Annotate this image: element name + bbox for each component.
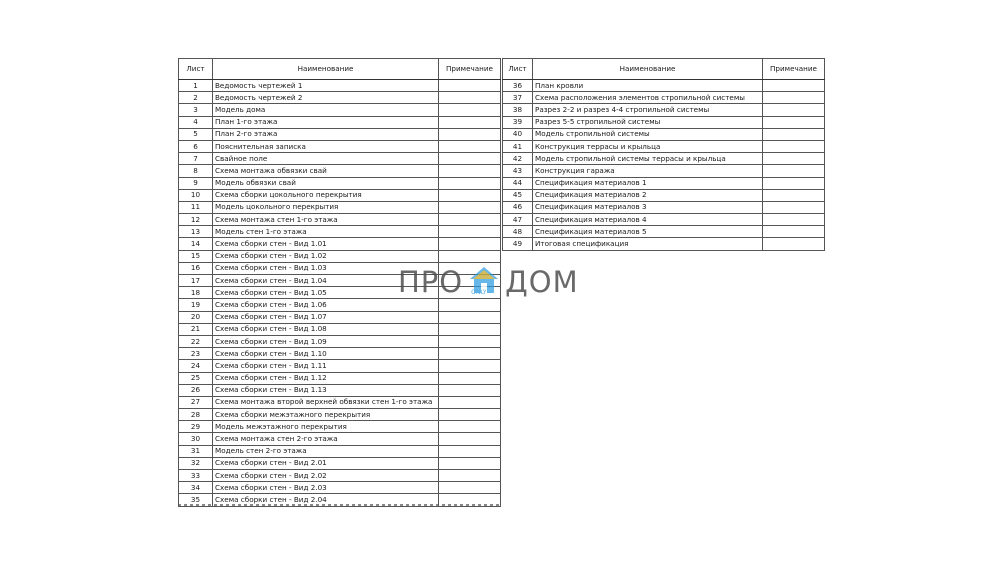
- sheet-number: 15: [179, 250, 213, 262]
- table-row: [179, 238, 501, 250]
- sheet-number: 2: [179, 92, 213, 104]
- sheet-number: 26: [179, 384, 213, 396]
- sheet-name: Пояснительная записка: [213, 140, 439, 152]
- sheet-number: 19: [179, 299, 213, 311]
- sheet-number: 4: [179, 116, 213, 128]
- table-row: [179, 116, 501, 128]
- table-row: [179, 384, 501, 396]
- table-row: [179, 457, 501, 469]
- sheet-number: 8: [179, 165, 213, 177]
- sheet-name: Схема монтажа обвязки свай: [213, 165, 439, 177]
- sheet-name: Модель дома: [213, 104, 439, 116]
- sheet-name: Конструкция гаража: [533, 165, 763, 177]
- table-row: [503, 128, 825, 140]
- sheet-note: [763, 92, 825, 104]
- cut-off-row-edge: [178, 504, 500, 507]
- sheet-name: Схема сборки стен - Вид 1.03: [213, 262, 439, 274]
- table-row: [503, 201, 825, 213]
- sheet-number: 3: [179, 104, 213, 116]
- sheet-note: [439, 177, 501, 189]
- sheet-number: 18: [179, 287, 213, 299]
- table-row: [179, 445, 501, 457]
- sheet-name: Схема расположения элементов стропильной системы: [533, 92, 763, 104]
- sheet-name: Модель стропильной системы: [533, 128, 763, 140]
- table-row: [179, 396, 501, 408]
- table-row: [503, 153, 825, 165]
- sheet-note: [763, 226, 825, 238]
- drawing-list-table-right: [502, 58, 825, 251]
- sheet-name: Схема сборки стен - Вид 1.06: [213, 299, 439, 311]
- table-row: [179, 140, 501, 152]
- sheet-number: 16: [179, 262, 213, 274]
- sheet-number: 48: [503, 226, 533, 238]
- sheet-note: [439, 311, 501, 323]
- sheet-name: Спецификация материалов 1: [533, 177, 763, 189]
- table-row: [179, 153, 501, 165]
- sheet-number: 39: [503, 116, 533, 128]
- sheet-note: [439, 201, 501, 213]
- sheet-note: [439, 409, 501, 421]
- table-row: [179, 226, 501, 238]
- sheet-note: [439, 360, 501, 372]
- sheet-note: [439, 250, 501, 262]
- sheet-number: 23: [179, 348, 213, 360]
- sheet-name: Схема сборки цокольного перекрытия: [213, 189, 439, 201]
- watermark-text-left: ПРО: [398, 265, 464, 299]
- sheet-name: Свайное поле: [213, 153, 439, 165]
- table-row: [179, 201, 501, 213]
- sheet-name: Модель стен 1-го этажа: [213, 226, 439, 238]
- sheet-number: 24: [179, 360, 213, 372]
- sheet-name: Схема сборки стен - Вид 2.04: [213, 494, 439, 506]
- table-row: [179, 348, 501, 360]
- sheet-name: Разрез 5-5 стропильной системы: [533, 116, 763, 128]
- sheet-number: 41: [503, 140, 533, 152]
- header-sheet: Лист: [179, 59, 213, 80]
- sheet-name: Спецификация материалов 5: [533, 226, 763, 238]
- sheet-note: [439, 384, 501, 396]
- house-icon: [469, 265, 499, 299]
- sheet-name: Схема сборки стен - Вид 1.02: [213, 250, 439, 262]
- table-row: [179, 421, 501, 433]
- watermark-logo: [398, 262, 603, 302]
- watermark-sub-text: ONLY: [471, 289, 487, 296]
- sheet-number: 11: [179, 201, 213, 213]
- sheet-name: Спецификация материалов 3: [533, 201, 763, 213]
- sheet-name: Схема сборки стен - Вид 1.07: [213, 311, 439, 323]
- sheet-name: Ведомость чертежей 1: [213, 80, 439, 92]
- sheet-name: Схема сборки стен - Вид 2.02: [213, 470, 439, 482]
- sheet-name: Схема сборки стен - Вид 1.11: [213, 360, 439, 372]
- table-row: [503, 189, 825, 201]
- sheet-name: План 2-го этажа: [213, 128, 439, 140]
- sheet-number: 22: [179, 335, 213, 347]
- sheet-number: 13: [179, 226, 213, 238]
- table-row: [179, 80, 501, 92]
- table-row: [503, 238, 825, 250]
- sheet-note: [439, 372, 501, 384]
- sheet-number: 21: [179, 323, 213, 335]
- sheet-note: [763, 189, 825, 201]
- sheet-note: [439, 238, 501, 250]
- table-row: [503, 92, 825, 104]
- table-row: [179, 250, 501, 262]
- sheet-name: Итоговая спецификация: [533, 238, 763, 250]
- table-row: [503, 116, 825, 128]
- sheet-note: [763, 214, 825, 226]
- sheet-note: [439, 92, 501, 104]
- sheet-note: [439, 421, 501, 433]
- sheet-note: [763, 140, 825, 152]
- sheet-number: 1: [179, 80, 213, 92]
- table-body-right: [503, 80, 825, 251]
- sheet-number: 40: [503, 128, 533, 140]
- sheet-name: Схема монтажа второй верхней обвязки стен 1-го этажа: [213, 396, 439, 408]
- table-row: [179, 335, 501, 347]
- table-row: [179, 470, 501, 482]
- table-row: [179, 128, 501, 140]
- sheet-number: 5: [179, 128, 213, 140]
- sheet-number: 7: [179, 153, 213, 165]
- sheet-note: [763, 80, 825, 92]
- sheet-number: 36: [503, 80, 533, 92]
- sheet-name: Модель стен 2-го этажа: [213, 445, 439, 457]
- sheet-note: [439, 457, 501, 469]
- sheet-name: Модель стропильной системы террасы и крыльца: [533, 153, 763, 165]
- sheet-note: [439, 348, 501, 360]
- header-sheet: Лист: [503, 59, 533, 80]
- sheet-number: 47: [503, 214, 533, 226]
- sheet-note: [763, 238, 825, 250]
- table-row: [503, 104, 825, 116]
- table-row: [503, 177, 825, 189]
- table-row: [179, 214, 501, 226]
- sheet-number: 38: [503, 104, 533, 116]
- table-row: [503, 214, 825, 226]
- sheet-name: Конструкция террасы и крыльца: [533, 140, 763, 152]
- sheet-number: 43: [503, 165, 533, 177]
- sheet-number: 49: [503, 238, 533, 250]
- sheet-name: Разрез 2-2 и разрез 4-4 стропильной системы: [533, 104, 763, 116]
- table-row: [179, 104, 501, 116]
- sheet-number: 17: [179, 275, 213, 287]
- sheet-name: Схема монтажа стен 2-го этажа: [213, 433, 439, 445]
- sheet-number: 6: [179, 140, 213, 152]
- sheet-number: 33: [179, 470, 213, 482]
- sheet-number: 20: [179, 311, 213, 323]
- table-header-row: [503, 59, 825, 80]
- sheet-note: [439, 214, 501, 226]
- sheet-note: [439, 226, 501, 238]
- table-row: [179, 189, 501, 201]
- table-row: [503, 80, 825, 92]
- sheet-name: Модель обвязки свай: [213, 177, 439, 189]
- sheet-number: 31: [179, 445, 213, 457]
- sheet-name: Модель межэтажного перекрытия: [213, 421, 439, 433]
- sheet-note: [439, 482, 501, 494]
- sheet-name: Схема сборки стен - Вид 2.03: [213, 482, 439, 494]
- watermark-text-right: ДОМ: [505, 265, 579, 299]
- table-row: [179, 482, 501, 494]
- table-row: [179, 433, 501, 445]
- sheet-name: Схема сборки стен - Вид 1.10: [213, 348, 439, 360]
- table-row: [179, 311, 501, 323]
- sheet-note: [439, 165, 501, 177]
- sheet-note: [439, 470, 501, 482]
- header-name: Наименование: [533, 59, 763, 80]
- sheet-name: Схема сборки стен - Вид 1.13: [213, 384, 439, 396]
- sheet-note: [763, 165, 825, 177]
- table-row: [179, 323, 501, 335]
- sheet-number: 44: [503, 177, 533, 189]
- sheet-name: Модель цокольного перекрытия: [213, 201, 439, 213]
- sheet-name: Схема сборки стен - Вид 1.12: [213, 372, 439, 384]
- table-row: [503, 140, 825, 152]
- sheet-number: 25: [179, 372, 213, 384]
- sheet-name: Схема сборки стен - Вид 1.05: [213, 287, 439, 299]
- sheet-number: 14: [179, 238, 213, 250]
- sheet-note: [439, 335, 501, 347]
- sheet-note: [439, 116, 501, 128]
- sheet-note: [439, 153, 501, 165]
- table-row: [179, 372, 501, 384]
- sheet-note: [439, 104, 501, 116]
- header-note: Примечание: [763, 59, 825, 80]
- sheet-note: [439, 433, 501, 445]
- sheet-number: 46: [503, 201, 533, 213]
- sheet-number: 28: [179, 409, 213, 421]
- sheet-number: 27: [179, 396, 213, 408]
- table-row: [179, 92, 501, 104]
- sheet-name: Схема сборки стен - Вид 1.04: [213, 275, 439, 287]
- sheet-number: 35: [179, 494, 213, 506]
- table-row: [179, 177, 501, 189]
- sheet-number: 12: [179, 214, 213, 226]
- sheet-note: [439, 445, 501, 457]
- sheet-name: Схема монтажа стен 1-го этажа: [213, 214, 439, 226]
- table-row: [503, 165, 825, 177]
- header-note: Примечание: [439, 59, 501, 80]
- table-row: [179, 409, 501, 421]
- sheet-number: 42: [503, 153, 533, 165]
- sheet-note: [439, 323, 501, 335]
- header-name: Наименование: [213, 59, 439, 80]
- sheet-note: [763, 104, 825, 116]
- sheet-name: Схема сборки стен - Вид 2.01: [213, 457, 439, 469]
- table-row: [503, 226, 825, 238]
- sheet-note: [439, 128, 501, 140]
- sheet-number: 29: [179, 421, 213, 433]
- table-row: [179, 360, 501, 372]
- sheet-name: Схема сборки межэтажного перекрытия: [213, 409, 439, 421]
- sheet-number: 45: [503, 189, 533, 201]
- sheet-number: 9: [179, 177, 213, 189]
- sheet-number: 10: [179, 189, 213, 201]
- sheet-number: 34: [179, 482, 213, 494]
- sheet-note: [763, 177, 825, 189]
- sheet-note: [439, 189, 501, 201]
- table-row: [179, 165, 501, 177]
- sheet-name: Схема сборки стен - Вид 1.08: [213, 323, 439, 335]
- sheet-name: Схема сборки стен - Вид 1.09: [213, 335, 439, 347]
- sheet-note: [763, 116, 825, 128]
- sheet-name: План 1-го этажа: [213, 116, 439, 128]
- table-header-row: [179, 59, 501, 80]
- sheet-name: Спецификация материалов 4: [533, 214, 763, 226]
- sheet-name: Схема сборки стен - Вид 1.01: [213, 238, 439, 250]
- sheet-number: 37: [503, 92, 533, 104]
- sheet-note: [763, 153, 825, 165]
- sheet-note: [439, 140, 501, 152]
- sheet-name: Ведомость чертежей 2: [213, 92, 439, 104]
- sheet-number: 32: [179, 457, 213, 469]
- sheet-name: Спецификация материалов 2: [533, 189, 763, 201]
- sheet-note: [439, 80, 501, 92]
- sheet-name: План кровли: [533, 80, 763, 92]
- sheet-note: [763, 128, 825, 140]
- sheet-note: [763, 201, 825, 213]
- sheet-note: [439, 396, 501, 408]
- sheet-number: 30: [179, 433, 213, 445]
